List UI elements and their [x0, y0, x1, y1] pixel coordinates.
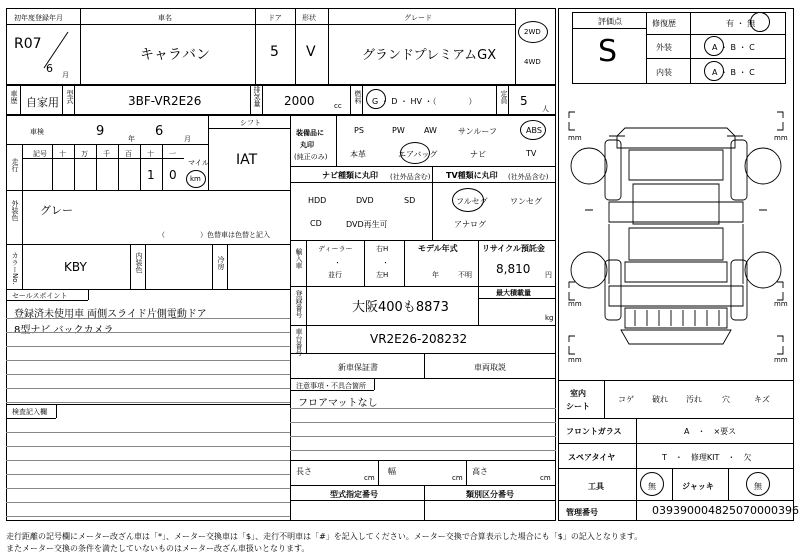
first-reg-month: 6	[46, 62, 53, 75]
chassis-number: VR2E26-208232	[370, 332, 468, 346]
ruled-line	[6, 474, 290, 475]
registration-number: 大阪400も8873	[352, 300, 449, 315]
fuel-opts: G ・ D ・ HV ・（ ）	[372, 97, 477, 106]
doors: 5	[270, 44, 279, 60]
equipment-item: ナビ	[470, 150, 486, 159]
mileage-col-label: 記号	[33, 150, 47, 158]
model: 3BF-VR2E26	[128, 94, 202, 108]
equipment-item: サンルーフ	[458, 127, 497, 136]
ruled-line	[6, 402, 290, 403]
footer-line1: 走行距離の記号欄にメーター改ざん車は「*」、メーター交換車は「$」、走行不明車は「#」を記入してください。メーター交換で合算表示した場合にも「$」の記入となります。	[6, 532, 643, 541]
shape: V	[306, 44, 316, 60]
ruled-line	[6, 388, 290, 389]
ruled-line	[290, 422, 556, 423]
equipment-item: ABS	[526, 126, 542, 135]
ruled-line	[6, 432, 290, 433]
equipment-item: 本革	[350, 150, 366, 159]
divider	[74, 144, 75, 190]
mileage-col-label: 一	[169, 150, 176, 158]
divider	[96, 144, 97, 190]
mileage-digit: 0	[169, 168, 177, 182]
mileage-col-label: 万	[81, 150, 88, 158]
ruled-line	[6, 374, 290, 375]
management-number: 039390004825070000396	[652, 504, 799, 517]
interior-a-circle	[704, 61, 724, 81]
exterior-color: グレー	[40, 204, 73, 217]
car-name-label: 車名	[158, 14, 172, 22]
divider	[140, 144, 141, 190]
color-no: KBY	[64, 260, 87, 274]
equipment-item: TV	[526, 149, 537, 158]
ruled-line	[6, 502, 290, 503]
mileage-col-label: 十	[59, 150, 66, 158]
footer-line2: またメーター交換の条件を満たしていないものはメーター改ざん車扱いとなります。	[6, 544, 310, 553]
usage: 自家用	[26, 96, 59, 109]
capacity: 5	[520, 94, 528, 108]
first-reg-year: R07	[14, 36, 42, 52]
car-name: キャラバン	[140, 47, 210, 63]
sheet-item: 穴	[722, 395, 730, 404]
grade: グランドプレミアムGX	[362, 48, 497, 63]
navi-item: SD	[404, 196, 416, 205]
ruled-line	[6, 446, 290, 447]
tv-item: ワンセグ	[510, 197, 542, 206]
navi-item: DVD再生可	[346, 220, 388, 229]
equipment-item: AW	[424, 126, 437, 135]
drive-2wd: 2WD	[524, 28, 541, 36]
equipment-item: PS	[354, 126, 364, 135]
first-reg-label: 初年度登録年月	[14, 14, 63, 22]
ruled-line	[6, 460, 290, 461]
tv-item: アナログ	[454, 220, 486, 229]
ruled-line	[290, 408, 556, 409]
equipment-item: PW	[392, 126, 405, 135]
sheet-item: 破れ	[652, 395, 668, 404]
car-diagram	[565, 110, 787, 378]
ruled-line	[6, 332, 290, 333]
mileage-digit: 1	[147, 168, 155, 182]
divider	[52, 144, 53, 190]
ruled-line	[290, 436, 556, 437]
sheet-item: キズ	[754, 395, 770, 404]
rating-score: S	[598, 34, 618, 69]
airbag-circle	[400, 142, 430, 164]
ruled-line	[6, 516, 290, 517]
navi-item: DVD	[356, 196, 374, 205]
fullseg-circle	[452, 188, 484, 212]
exterior-a-circle	[704, 36, 724, 56]
divider	[118, 144, 119, 190]
notes-value: フロアマットなし	[298, 398, 378, 409]
equipment-item: エアバッグ	[398, 150, 438, 159]
navi-item: HDD	[308, 196, 327, 205]
displacement: 2000	[284, 94, 315, 108]
inspection-month: 6	[155, 124, 164, 139]
divider	[162, 144, 163, 190]
tools-value: 無	[648, 482, 656, 491]
repair-none-circle	[750, 12, 770, 32]
ruled-line	[6, 346, 290, 347]
ruled-line	[290, 450, 556, 451]
jack-value: 無	[754, 482, 762, 491]
selling-line1: 登録済未使用車 両側スライド片側電動ドア	[14, 309, 207, 320]
abs-circle	[520, 120, 546, 140]
recycle-deposit: 8,810	[496, 262, 531, 276]
drive-4wd: 4WD	[524, 58, 541, 66]
inspection-year: 9	[96, 124, 105, 139]
mileage-col-label: 千	[103, 150, 110, 158]
shift: IAT	[236, 152, 258, 168]
selling-line2: 8型ナビ バックカメラ	[14, 325, 114, 336]
navi-item: CD	[310, 219, 322, 228]
mileage-col-label: 百	[125, 150, 132, 158]
sheet-item: コゲ	[618, 395, 634, 404]
ruled-line	[6, 318, 290, 319]
ruled-line	[6, 488, 290, 489]
tv-item: フルセグ	[456, 197, 488, 206]
mileage-col-label: 十	[147, 150, 154, 158]
sheet-item: 汚れ	[686, 395, 702, 404]
ruled-line	[6, 360, 290, 361]
